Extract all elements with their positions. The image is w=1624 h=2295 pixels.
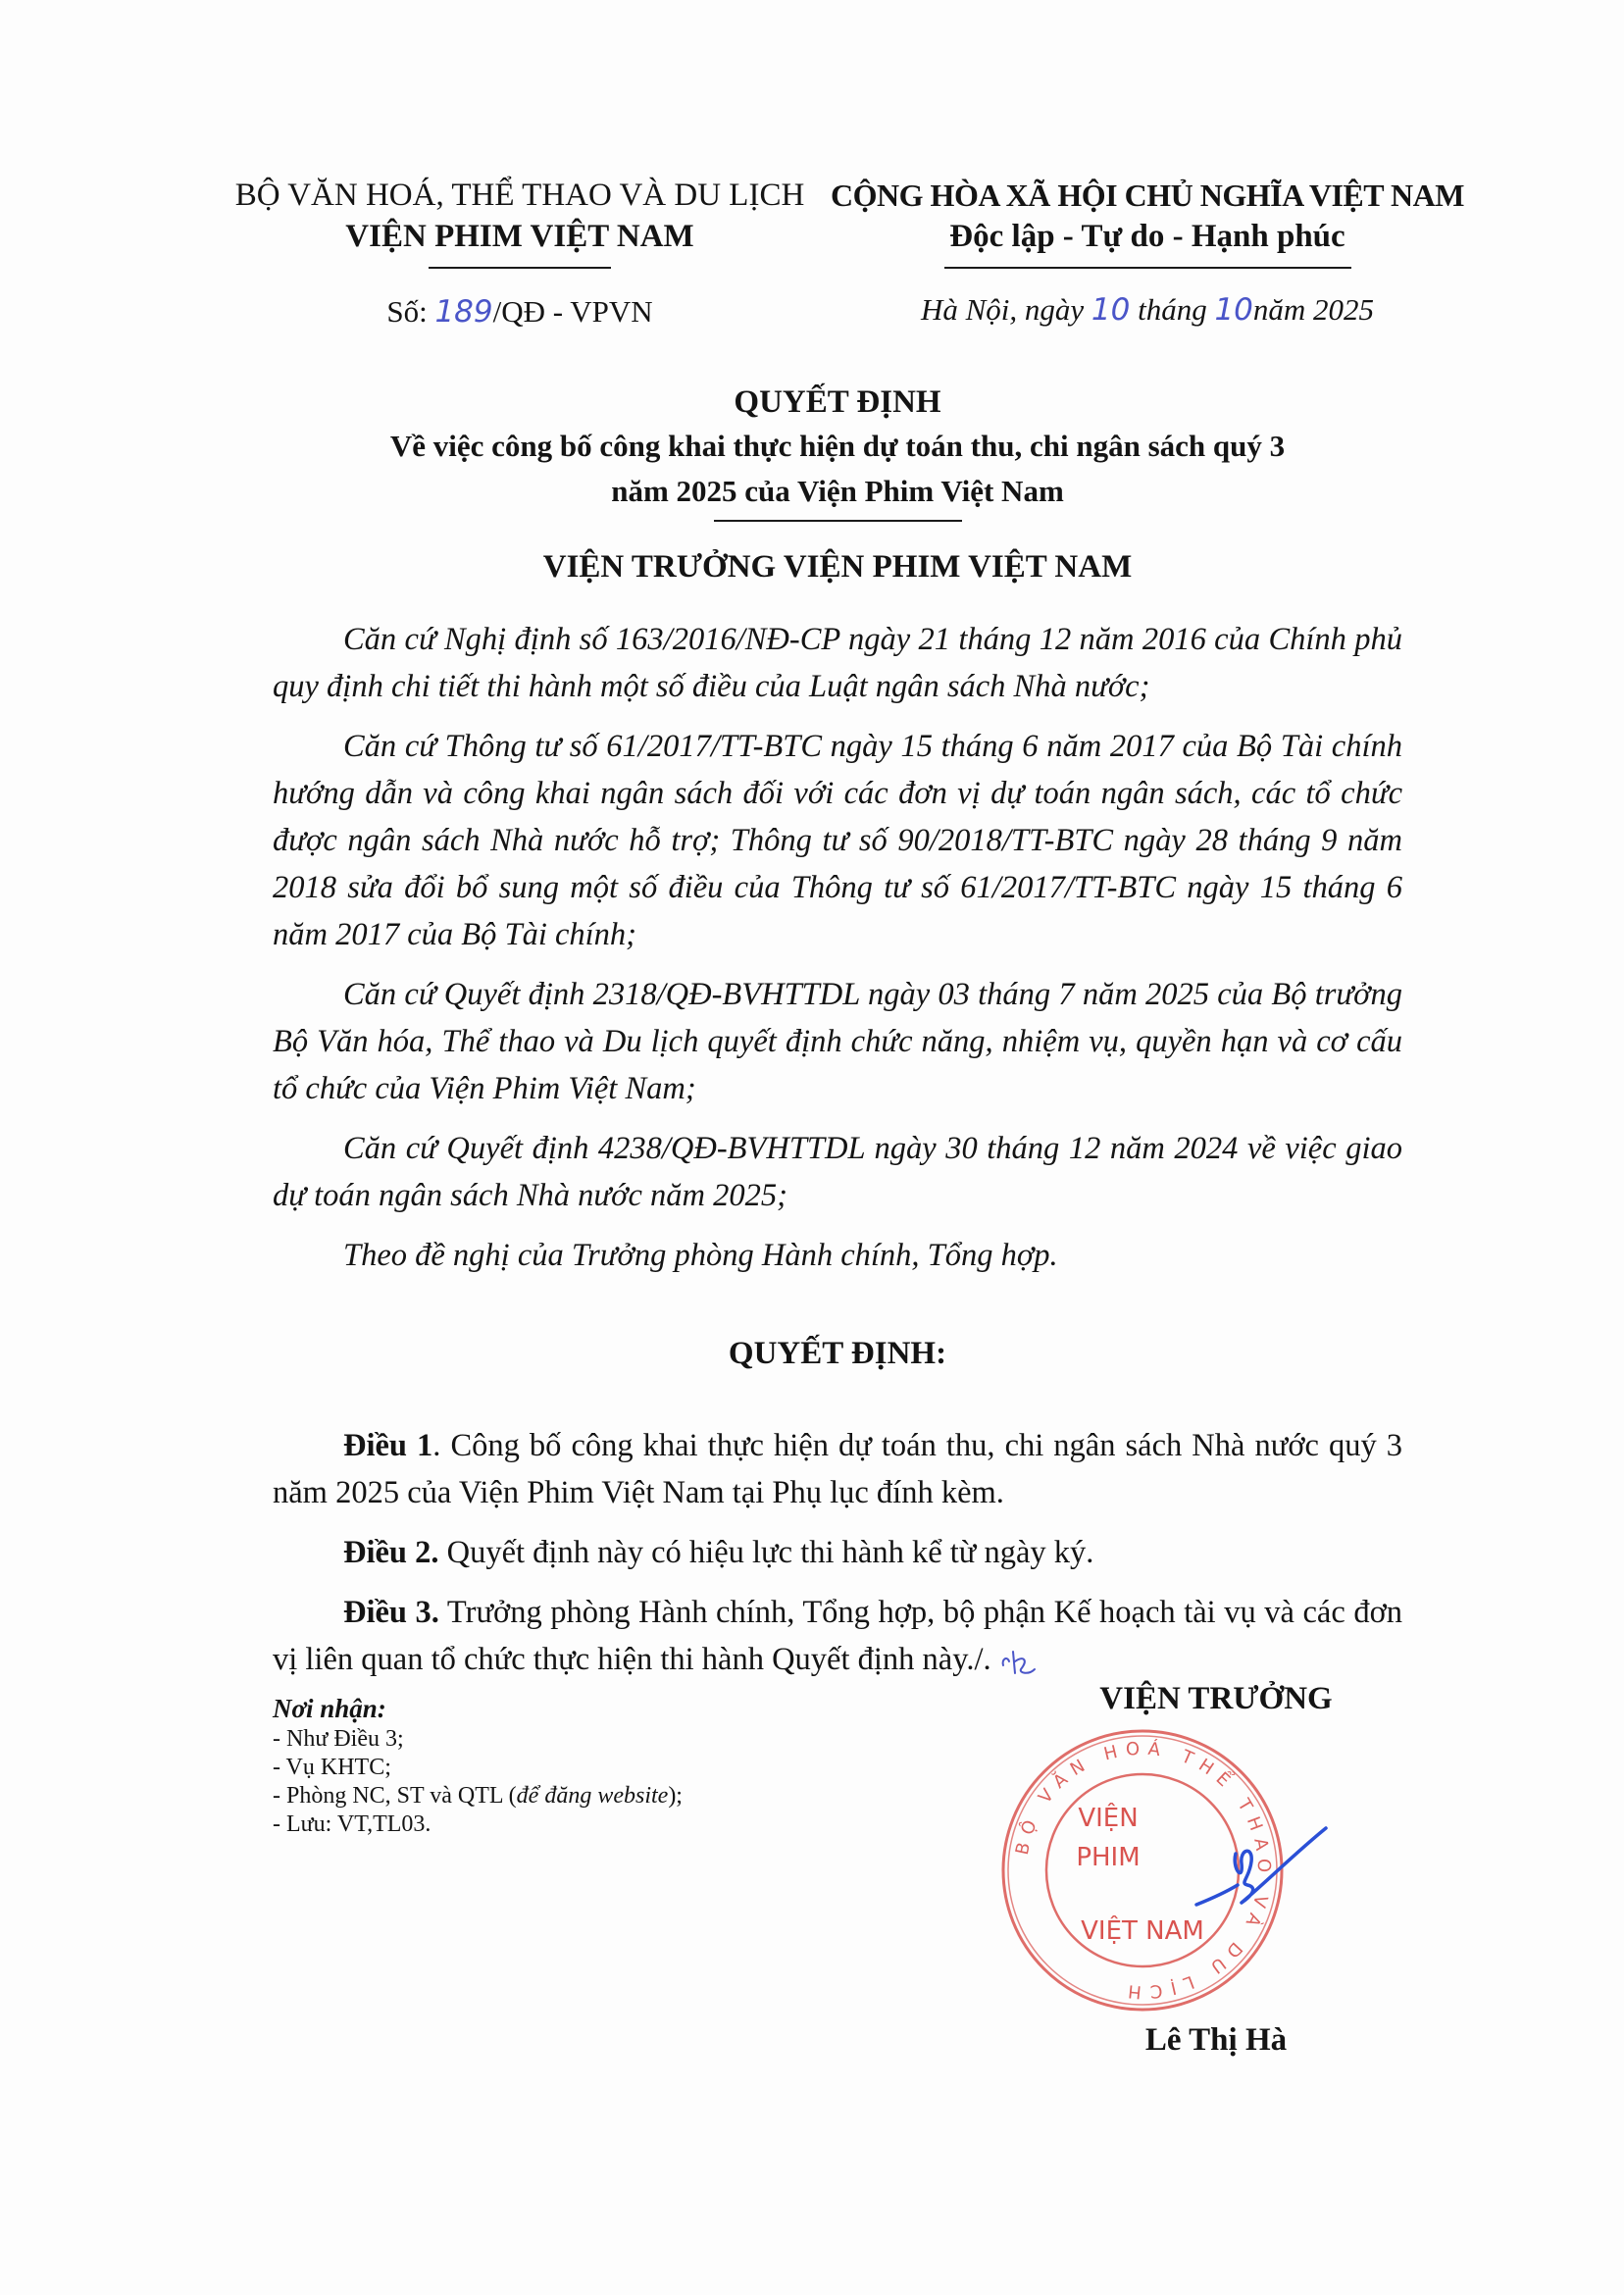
national-header xyxy=(824,175,1471,269)
handwritten-number: 189 xyxy=(434,294,493,330)
article-separator xyxy=(439,1535,447,1570)
national-motto: Độc lập - Tự do - Hạnh phúc xyxy=(949,219,1345,254)
article-text: Quyết định này có hiệu lực thi hành kể từ ngày ký. xyxy=(446,1535,1094,1570)
recipient-item xyxy=(273,1782,881,1810)
issuing-authority: VIỆN TRƯỞNG VIỆN PHIM VIỆT NAM xyxy=(542,549,1133,585)
place-date-prefix: Hà Nội, ngày xyxy=(920,292,1091,327)
decision-heading: QUYẾT ĐỊNH: xyxy=(728,1336,947,1371)
country-name: CỘNG HÒA XÃ HỘI CHỦ NGHĨA VIỆT NAM xyxy=(831,178,1464,213)
article-label: Điều 3. xyxy=(343,1595,439,1630)
year-text: năm 2025 xyxy=(1252,292,1375,327)
recipient-item: - Lưu: VT,TL03. xyxy=(273,1811,431,1837)
motto-underline xyxy=(944,267,1351,269)
signer-title: VIỆN TRƯỞNG xyxy=(1099,1681,1333,1716)
legal-basis-item: Căn cứ Thông tư số 61/2017/TT-BTC ngày 15 tháng 6 năm 2017 của Bộ Tài chính hướng dẫn và công khai ngân sách đối với các đơn vị dự toán ngân sách, các tổ chức được ngân sách Nhà nước hỗ trợ; Thông tư số 90/2018/TT-BTC ngày 28 tháng 9 năm 2018 sửa đổi bổ sung một số điều của Thông tư số 61/2017/TT-BTC ngày 15 tháng 6 năm 2017 của Bộ Tài chính; xyxy=(273,729,1402,952)
seal-center-line-1: VIỆN xyxy=(1078,1804,1139,1833)
handwritten-month: 10 xyxy=(1214,292,1253,328)
article-label: Điều 2. xyxy=(343,1535,439,1570)
seal-center-line-2: PHIM xyxy=(1076,1843,1141,1872)
recipients-block xyxy=(273,1692,881,1839)
recipients-title: Nơi nhận: xyxy=(273,1694,386,1723)
recipient-note: để đăng website xyxy=(516,1783,669,1809)
article-2 xyxy=(273,1529,1402,1576)
month-word: tháng xyxy=(1130,292,1215,327)
document-number xyxy=(221,294,819,330)
article-3 xyxy=(273,1589,1402,1683)
organization-name: VIỆN PHIM VIỆT NAM xyxy=(345,219,694,254)
article-text: Trưởng phòng Hành chính, Tổng hợp, bộ phận Kế hoạch tài vụ và các đơn vị liên quan tổ chức thực hiện thi hành Quyết định này./. xyxy=(273,1595,1403,1677)
document-title: QUYẾT ĐỊNH xyxy=(734,384,941,420)
legal-basis-list xyxy=(273,616,1402,1279)
seal-outer-text: BỘ VĂN HOÁ THỂ THAO VÀ DU LỊCH xyxy=(1011,1738,1275,2003)
legal-basis-item: Căn cứ Quyết định 2318/QĐ-BVHTTDL ngày 03 tháng 7 năm 2025 của Bộ trưởng Bộ Văn hóa, Thể thao và Du lịch quyết định chức năng, nhiệm vụ, quyền hạn và cơ cấu tổ chức của Viện Phim Việt Nam; xyxy=(273,977,1402,1106)
issuer-header xyxy=(221,175,819,269)
number-prefix: Số: xyxy=(386,294,435,329)
handwritten-signature-icon xyxy=(1118,1814,1334,1922)
legal-basis-item: Theo đề nghị của Trưởng phòng Hành chính, Tổng hợp. xyxy=(343,1238,1058,1273)
article-separator: . xyxy=(432,1428,451,1463)
legal-basis-item: Căn cứ Quyết định 4238/QĐ-BVHTTDL ngày 30 tháng 12 năm 2024 về việc giao dự toán ngân sách Nhà nước năm 2025; xyxy=(273,1131,1402,1213)
article-label: Điều 1 xyxy=(343,1428,433,1463)
signature-block xyxy=(1020,1679,1412,1718)
recipient-text: - Phòng NC, ST và QTL ( xyxy=(273,1783,517,1809)
signer-name: Lê Thị Hà xyxy=(1144,2022,1288,2058)
ministry-name: BỘ VĂN HOÁ, THỂ THAO VÀ DU LỊCH xyxy=(234,178,805,213)
document-subtitle-line-2: năm 2025 của Viện Phim Việt Nam xyxy=(611,474,1064,508)
recipient-item: - Vụ KHTC; xyxy=(273,1755,391,1780)
recipient-text-end: ); xyxy=(668,1783,683,1809)
recipient-item: - Như Điều 3; xyxy=(273,1726,404,1752)
number-suffix: /QĐ - VPVN xyxy=(492,294,653,329)
issuer-underline xyxy=(429,267,611,269)
document-body xyxy=(273,616,1402,1696)
article-text: Công bố công khai thực hiện dự toán thu, chi ngân sách Nhà nước quý 3 năm 2025 của Viện Phim Việt Nam tại Phụ lục đính kèm. xyxy=(273,1428,1403,1510)
handwritten-initials-icon xyxy=(999,1648,1039,1677)
article-1 xyxy=(273,1422,1402,1516)
document-title-block xyxy=(273,381,1402,522)
handwritten-day: 10 xyxy=(1091,292,1131,328)
title-underline xyxy=(714,520,962,522)
seal-center-line-3: VIỆT NAM xyxy=(1081,1916,1204,1946)
legal-basis-item: Căn cứ Nghị định số 163/2016/NĐ-CP ngày 21 tháng 12 năm 2016 của Chính phủ quy định chi tiết thi hành một số điều của Luật ngân sách Nhà nước; xyxy=(273,622,1402,704)
place-date xyxy=(824,292,1471,328)
article-separator xyxy=(439,1595,447,1630)
document-subtitle-line-1: Về việc công bố công khai thực hiện dự toán thu, chi ngân sách quý 3 xyxy=(389,429,1286,463)
